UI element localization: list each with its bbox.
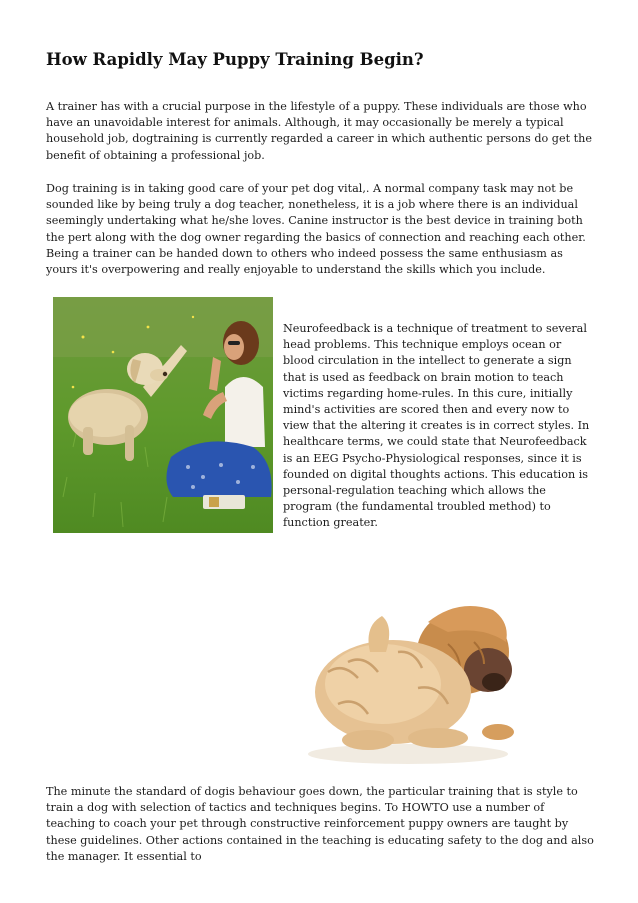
paragraph-intro: A trainer has with a crucial purpose in the lifestyle of a puppy. These individuals are those who have an unavoidable interest for animals. Although, it may occasionally be merely a typical household job, dogtraining is currently regarded a career in which authentic persons do get the benefit of obtaining a professional job. — [46, 100, 592, 162]
paragraph-behaviour: The minute the standard of dogis behaviour goes down, the particular training that is style to train a dog with selection of tactics and techniques begins. To HOWTO use a number of teaching to coach your pet through constructive reinforcement puppy owners are taught by these guidelines. Other actions contained in the teaching is educating safety to the dog and also the manager. It essential to — [46, 785, 594, 863]
paragraph-neurofeedback: Neurofeedback is a technique of treatment to several head problems. This technique employs ocean or blood circulation in the intellect to generate a sign that is used as feedback on brain motion to teach victims regarding home-rules. In this cure, initially mind's activities are scored then and every now to view that the altering it creates is in correct styles. In healthcare terms, we could state that Neurofeedback is an EEG Psycho-Physiological responses, since it is founded on digital thoughts actions. This education is personal-regulation teaching which allows the program (the fundamental troubled method) to function greater. — [283, 322, 590, 530]
article-title: How Rapidly May Puppy Training Begin? — [46, 50, 424, 69]
woman-training-dog-photo — [53, 297, 273, 533]
paragraph-dog-training: Dog training is in taking good care of your pet dog vital,. A normal company task may not be sounded like by being truly a dog teacher, nonetheless, it is a job where there is an individual seemingly undertaking what he/she loves. Canine instructor is the best device in training both the pert along with the dog owner regarding the basics of connection and reaching each other. Being a trainer can be handed down to others who indeed possess the same enthusiasm as yours it's overpowering and really enjoyable to understand the skills which you include. — [46, 182, 586, 277]
shar-pei-puppies-photo — [298, 592, 526, 768]
